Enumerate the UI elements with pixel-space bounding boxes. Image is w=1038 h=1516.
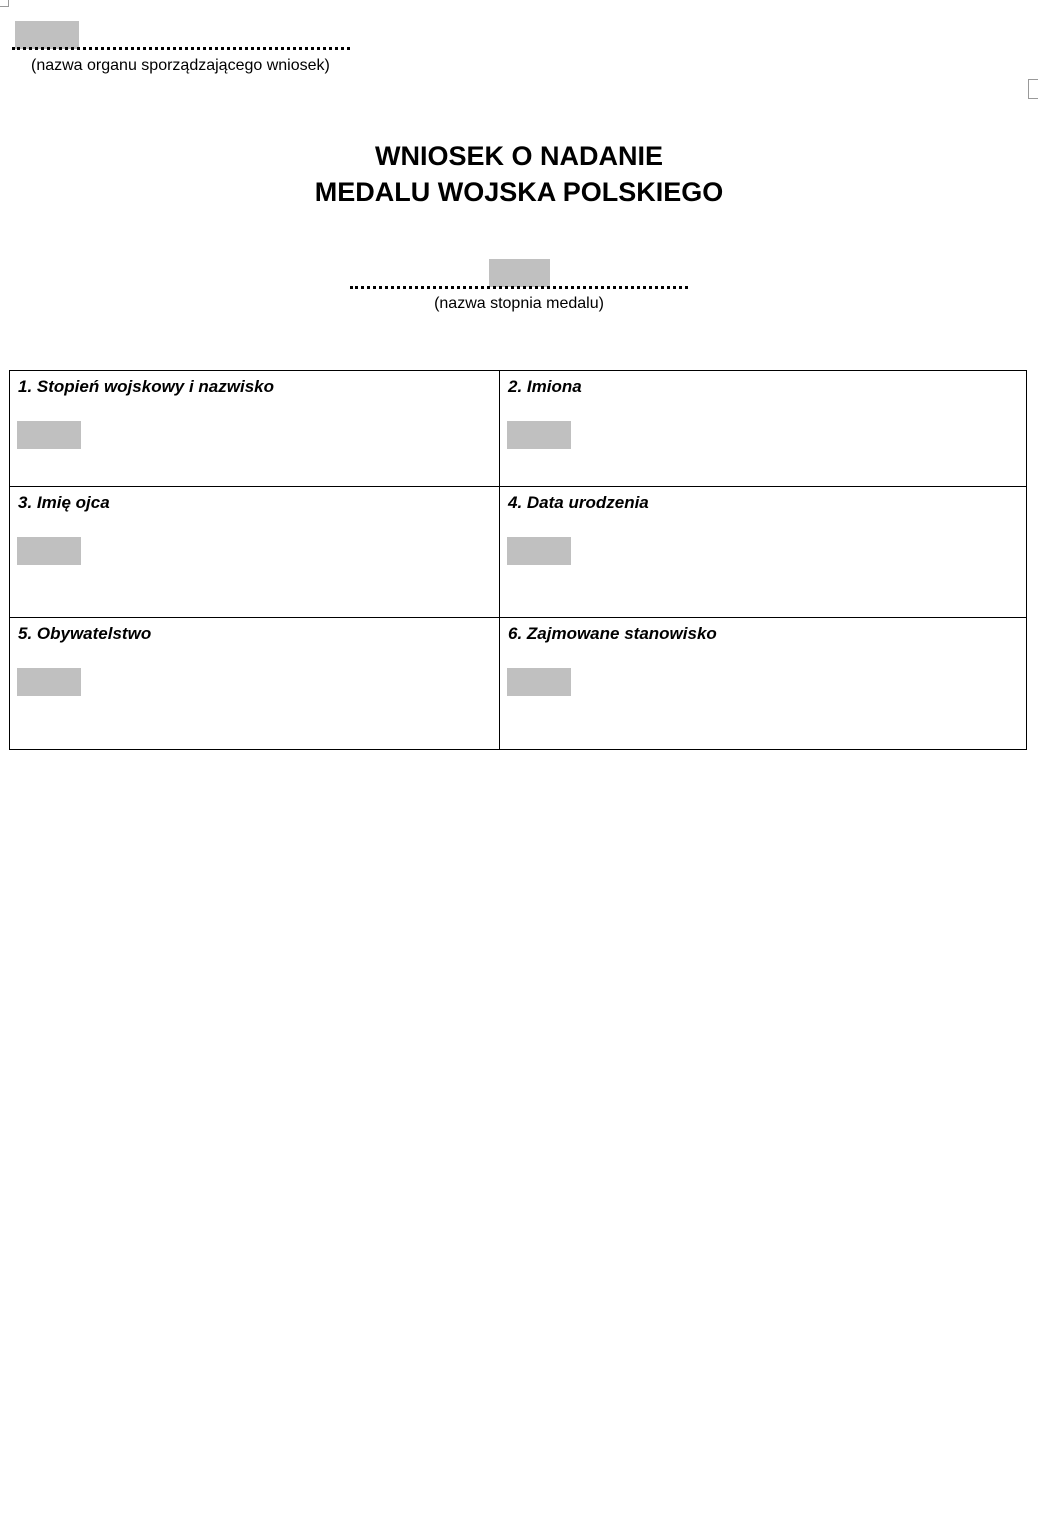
field-cell-rank-surname [10, 371, 500, 487]
field-label: 3. Imię ojca [18, 493, 110, 512]
title-line-1: WNIOSEK O NADANIE [374, 141, 663, 171]
applicant-details-table [9, 370, 1027, 750]
field-cell-first-names [500, 371, 1027, 487]
document-title [0, 138, 1038, 210]
crop-mark-right [1028, 79, 1038, 99]
table-row [10, 371, 1027, 487]
medal-degree-field[interactable] [489, 259, 550, 287]
birth-date-input[interactable] [507, 537, 571, 565]
father-name-input[interactable] [17, 537, 81, 565]
field-cell-birth-date [500, 487, 1027, 618]
organ-name-field[interactable] [15, 21, 79, 49]
field-label: 5. Obywatelstwo [18, 624, 152, 643]
citizenship-input[interactable] [17, 668, 81, 696]
field-label: 6. Zajmowane stanowisko [508, 624, 717, 643]
field-label: 4. Data urodzenia [508, 493, 649, 512]
field-cell-citizenship [10, 618, 500, 750]
title-line-2: MEDALU WOJSKA POLSKIEGO [314, 177, 724, 207]
field-label: 2. Imiona [508, 377, 582, 396]
field-label: 1. Stopień wojskowy i nazwisko [18, 377, 275, 396]
field-cell-position [500, 618, 1027, 750]
organ-name-caption: (nazwa organu sporządzającego wniosek) [31, 57, 330, 74]
crop-mark-top-left [0, 0, 9, 7]
field-cell-father-name [10, 487, 500, 618]
table-row [10, 487, 1027, 618]
first-names-input[interactable] [507, 421, 571, 449]
organ-name-dotted-line [12, 47, 350, 50]
medal-degree-caption: (nazwa stopnia medalu) [434, 295, 604, 312]
rank-surname-input[interactable] [17, 421, 81, 449]
medal-degree-dotted-line [350, 286, 688, 289]
position-input[interactable] [507, 668, 571, 696]
table-row [10, 618, 1027, 750]
